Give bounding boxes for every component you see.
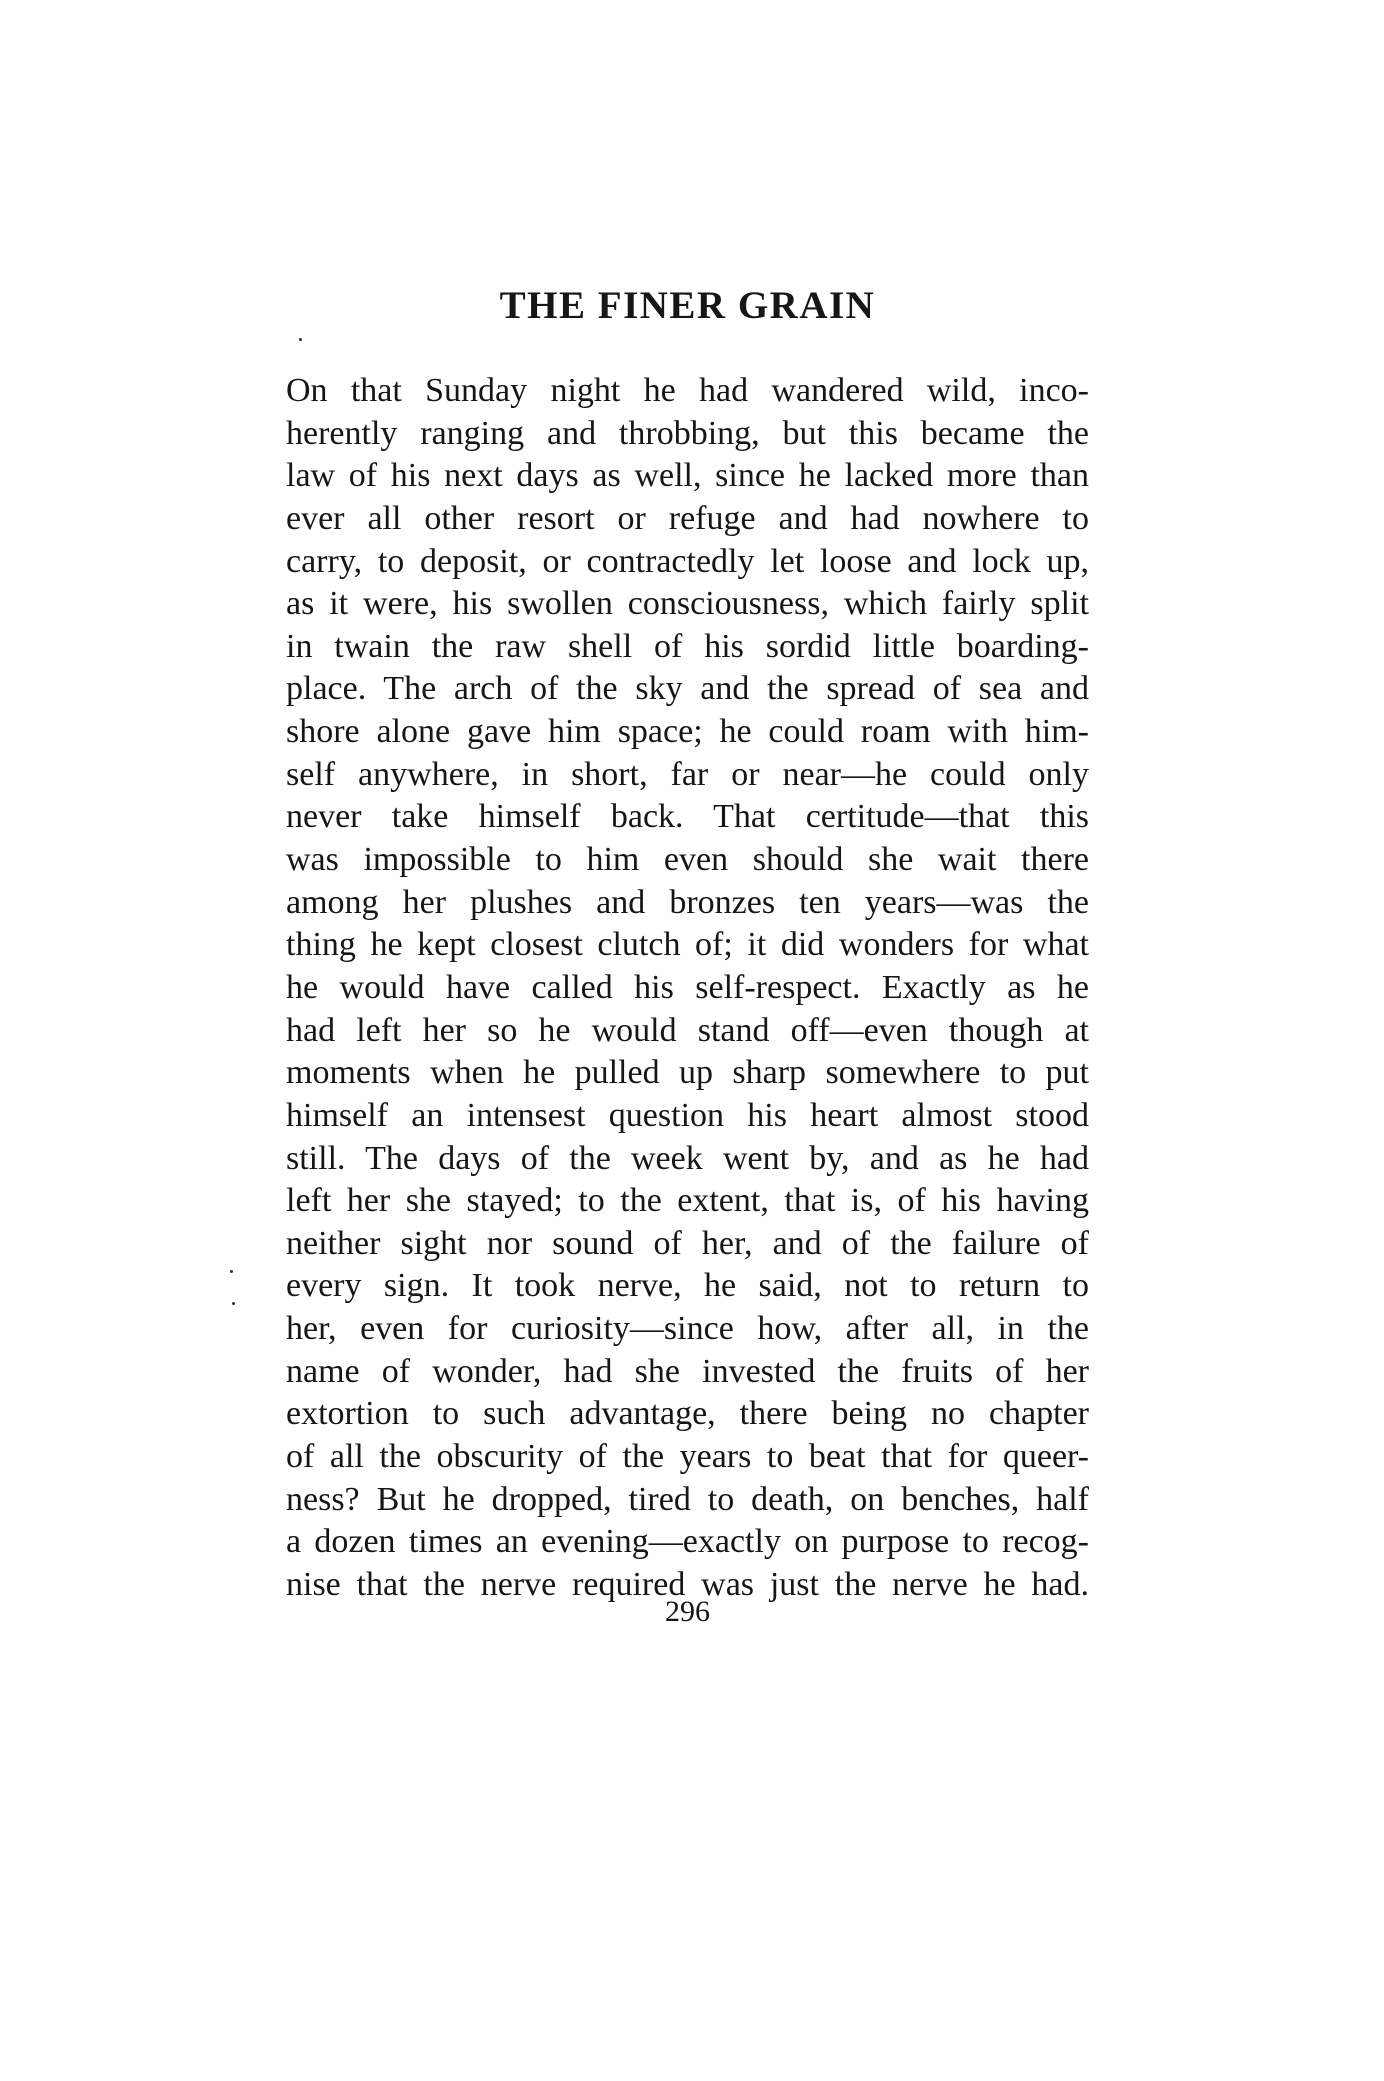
text-line: ness? But he dropped, tired to death, on benches, half (286, 1480, 1089, 1518)
text-line: moments when he pulled up sharp somewhere to put (286, 1054, 1089, 1092)
text-line: left her she stayed; to the extent, that is, of his having (286, 1182, 1089, 1220)
text-line: shore alone gave him space; he could roam with him- (286, 713, 1089, 751)
text-line: name of wonder, had she invested the fruits of her (286, 1352, 1089, 1390)
text-line: self anywhere, in short, far or near—he could only (286, 755, 1089, 793)
text-line: a dozen times an evening—exactly on purpose to recog- (286, 1523, 1089, 1561)
ink-speck (299, 338, 302, 341)
page-number: 296 (665, 1595, 710, 1628)
text-line: law of his next days as well, since he lacked more than (286, 457, 1089, 495)
ink-speck (232, 1302, 235, 1305)
text-line: every sign. It took nerve, he said, not to return to (286, 1267, 1089, 1305)
text-line: nise that the nerve required was just the nerve he had. (286, 1565, 1089, 1603)
body-paragraph (286, 370, 1089, 1607)
text-line: in twain the raw shell of his sordid little boarding- (286, 627, 1089, 665)
text-line: place. The arch of the sky and the spread of sea and (286, 670, 1089, 708)
text-line: among her plushes and bronzes ten years—was the (286, 883, 1089, 921)
running-head: THE FINER GRAIN (499, 284, 876, 327)
text-line: never take himself back. That certitude—that this (286, 798, 1089, 836)
text-line: her, even for curiosity—since how, after all, in the (286, 1310, 1089, 1348)
text-line: was impossible to him even should she wait there (286, 841, 1089, 879)
text-line: of all the obscurity of the years to beat that for queer- (286, 1438, 1089, 1476)
text-line: carry, to deposit, or contractedly let loose and lock up, (286, 542, 1089, 580)
ink-speck (230, 1270, 233, 1273)
text-line: On that Sunday night he had wandered wild, inco- (286, 372, 1089, 409)
text-line: ever all other resort or refuge and had nowhere to (286, 499, 1089, 537)
text-line: thing he kept closest clutch of; it did wonders for what (286, 926, 1089, 964)
text-line: still. The days of the week went by, and as he had (286, 1139, 1089, 1177)
text-line: had left her so he would stand off—even though at (286, 1011, 1089, 1049)
text-line: herently ranging and throbbing, but this became the (286, 414, 1089, 452)
text-line: extortion to such advantage, there being no chapter (286, 1395, 1089, 1433)
text-line: he would have called his self-respect. Exactly as he (286, 968, 1089, 1006)
text-line: himself an intensest question his heart almost stood (286, 1096, 1089, 1134)
text-line: as it were, his swollen consciousness, which fairly split (286, 585, 1089, 623)
text-line: neither sight nor sound of her, and of the failure of (286, 1224, 1089, 1262)
